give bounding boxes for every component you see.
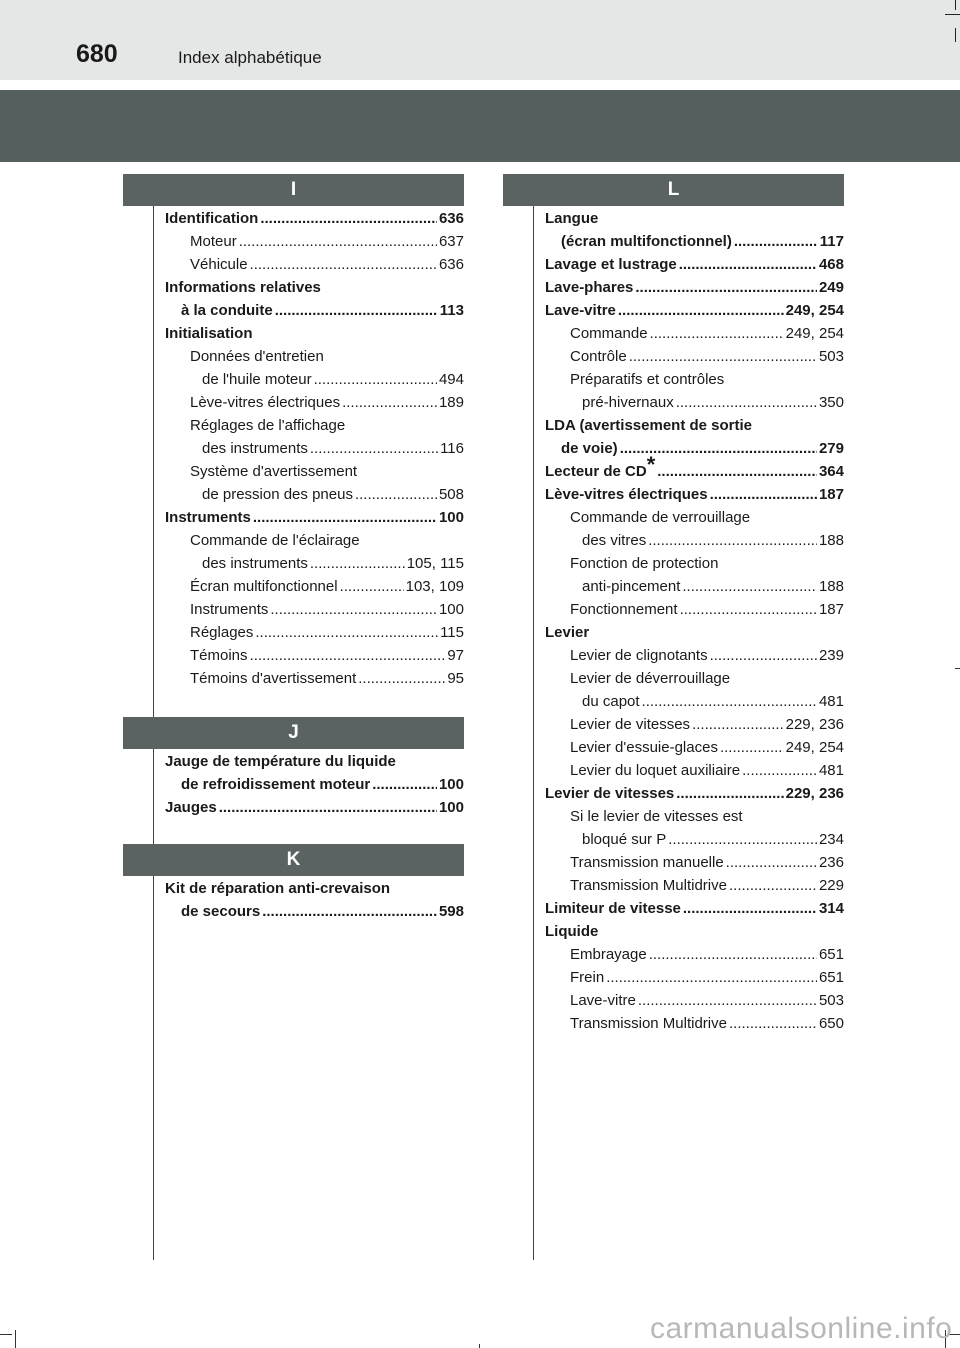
entry-page: 236 [818, 854, 844, 871]
entry-term: Langue [545, 210, 599, 227]
entry-term: Commande de verrouillage [570, 509, 751, 526]
entry-term: Moteur [190, 233, 237, 250]
entry-page: 350 [818, 394, 844, 411]
entry-page: 364 [818, 463, 844, 480]
entry-term: de pression des pneus [202, 486, 353, 503]
leader-dots [638, 989, 817, 1012]
index-entry [165, 207, 464, 230]
index-entry [545, 690, 844, 713]
entry-page: 100 [438, 799, 464, 816]
entry-page: 100 [438, 776, 464, 793]
index-entry [165, 667, 464, 690]
leader-dots [314, 368, 437, 391]
entry-term: Réglages de l'affichage [190, 417, 346, 434]
index-entry [165, 437, 464, 460]
entry-term: Fonction de protection [570, 555, 719, 572]
crop-mark [15, 1330, 16, 1348]
index-entry [545, 667, 844, 690]
entry-page: 494 [438, 371, 464, 388]
column-rule-right [533, 206, 534, 1260]
leader-dots [275, 299, 438, 322]
entry-term: Levier du loquet auxiliaire [570, 762, 741, 779]
index-entry [165, 529, 464, 552]
leader-dots [729, 874, 817, 897]
leader-dots [729, 1012, 817, 1035]
entry-page: 115 [440, 624, 464, 641]
page-title: Index alphabétique [178, 48, 322, 67]
entry-term: Transmission Multidrive [570, 1015, 727, 1032]
entry-term: Lève-vitres électriques [190, 394, 341, 411]
index-entry [545, 437, 844, 460]
index-entry [165, 598, 464, 621]
leader-dots [742, 759, 817, 782]
leader-dots [642, 690, 817, 713]
section-header-I: I [123, 174, 464, 206]
leader-dots [710, 644, 817, 667]
index-entry [165, 506, 464, 529]
entry-page: 508 [438, 486, 464, 503]
index-entry [165, 460, 464, 483]
entry-term: Commande [570, 325, 648, 342]
index-entry [165, 900, 464, 923]
index-entry [545, 276, 844, 299]
entry-term: pré-hivernaux [582, 394, 674, 411]
entry-term: Jauge de température du liquide [165, 753, 396, 770]
entry-term: Contrôle [570, 348, 627, 365]
leader-dots [260, 207, 437, 230]
entry-page: 637 [438, 233, 464, 250]
leader-dots [629, 345, 817, 368]
index-list-K [165, 877, 464, 923]
index-entry [545, 345, 844, 368]
index-entry [545, 989, 844, 1012]
leader-dots [372, 773, 437, 796]
entry-term: Informations relatives [165, 279, 321, 296]
index-entry [165, 230, 464, 253]
entry-page: 105, 115 [406, 555, 464, 572]
index-entry [545, 414, 844, 437]
entry-term: Si le levier de vitesses est [570, 808, 743, 825]
section-header-L: L [503, 174, 844, 206]
crop-mark [955, 28, 956, 42]
index-entry [545, 874, 844, 897]
index-entry [545, 230, 844, 253]
index-entry [165, 575, 464, 598]
entry-page: 651 [818, 969, 844, 986]
index-list-L [545, 207, 844, 1035]
index-entry [545, 552, 844, 575]
leader-dots [606, 966, 817, 989]
leader-dots [239, 230, 437, 253]
index-entry [545, 207, 844, 230]
index-entry [545, 322, 844, 345]
entry-page: 117 [819, 233, 844, 250]
entry-page: 314 [818, 900, 844, 917]
index-entry [165, 253, 464, 276]
index-entry [165, 552, 464, 575]
entry-page: 249, 254 [785, 739, 844, 756]
index-entry [545, 1012, 844, 1035]
leader-dots [680, 598, 817, 621]
leader-dots [648, 529, 817, 552]
entry-page: 97 [447, 647, 464, 664]
leader-dots [250, 644, 446, 667]
entry-term: Véhicule [190, 256, 248, 273]
leader-dots [310, 437, 438, 460]
entry-term: Écran multifonctionnel [190, 578, 338, 595]
entry-term: Commande de l'éclairage [190, 532, 360, 549]
index-entry [165, 483, 464, 506]
index-entry [165, 750, 464, 773]
index-entry [545, 483, 844, 506]
entry-term: Initialisation [165, 325, 253, 342]
leader-dots [262, 900, 437, 923]
entry-term: Données d'entretien [190, 348, 324, 365]
index-entry [545, 253, 844, 276]
entry-page: 249, 254 [785, 325, 844, 342]
leader-dots [342, 391, 437, 414]
crop-mark [955, 0, 956, 10]
crop-mark [945, 14, 960, 15]
entry-term: Instruments [190, 601, 269, 618]
crop-mark [479, 1344, 480, 1348]
index-entry [545, 943, 844, 966]
index-entry [545, 391, 844, 414]
leader-dots [355, 483, 437, 506]
entry-term: Instruments [165, 509, 251, 526]
index-entry [545, 851, 844, 874]
entry-page: 481 [818, 762, 844, 779]
entry-term: bloqué sur P [582, 831, 667, 848]
watermark: carmanualsonline.info [650, 1312, 953, 1345]
index-list-I [165, 207, 464, 690]
leader-dots [692, 713, 784, 736]
entry-page: 651 [818, 946, 844, 963]
entry-term: Système d'avertissement [190, 463, 358, 480]
leader-dots [310, 552, 405, 575]
entry-page: 503 [818, 348, 844, 365]
leader-dots [726, 851, 817, 874]
entry-page: 95 [447, 670, 464, 687]
index-entry [165, 391, 464, 414]
entry-term: des vitres [582, 532, 647, 549]
entry-term: des instruments [202, 440, 308, 457]
entry-term: Levier de déverrouillage [570, 670, 731, 687]
leader-dots [219, 796, 437, 819]
leader-dots [250, 253, 437, 276]
index-entry [545, 506, 844, 529]
index-entry [165, 276, 464, 299]
entry-term: LDA (avertissement de sortie [545, 417, 753, 434]
entry-page: 100 [438, 601, 464, 618]
leader-dots [676, 782, 783, 805]
entry-term: de secours [181, 903, 261, 920]
page-header [0, 0, 960, 80]
entry-term: Levier de vitesses [570, 716, 691, 733]
entry-page: 636 [438, 210, 464, 227]
entry-page: 188 [818, 532, 844, 549]
entry-term: des instruments [202, 555, 308, 572]
index-entry [545, 920, 844, 943]
entry-page: 116 [440, 440, 464, 457]
leader-dots [734, 230, 818, 253]
leader-dots [340, 575, 404, 598]
entry-term: (écran multifonctionnel) [561, 233, 732, 250]
entry-term: du capot [582, 693, 640, 710]
index-entry [165, 644, 464, 667]
header-band [0, 90, 960, 162]
entry-page: 249 [818, 279, 844, 296]
entry-page: 650 [818, 1015, 844, 1032]
entry-page: 598 [438, 903, 464, 920]
index-entry [545, 828, 844, 851]
entry-term: Lecteur de CD* [545, 452, 656, 480]
entry-page: 100 [438, 509, 464, 526]
leader-dots [679, 253, 817, 276]
entry-term: Embrayage [570, 946, 647, 963]
leader-dots [253, 506, 437, 529]
index-entry [545, 759, 844, 782]
leader-dots [720, 736, 784, 759]
index-entry [545, 529, 844, 552]
leader-dots [270, 598, 437, 621]
entry-term: Lave-vitre [570, 992, 636, 1009]
entry-page: 636 [438, 256, 464, 273]
index-entry [545, 452, 844, 483]
entry-page: 468 [818, 256, 844, 273]
entry-term: de l'huile moteur [202, 371, 312, 388]
index-entry [165, 299, 464, 322]
entry-term: Réglages [190, 624, 254, 641]
entry-page: 503 [818, 992, 844, 1009]
leader-dots [657, 460, 817, 483]
entry-page: 239 [818, 647, 844, 664]
index-entry [545, 713, 844, 736]
index-entry [545, 782, 844, 805]
entry-term: à la conduite [181, 302, 273, 319]
entry-page: 234 [818, 831, 844, 848]
entry-page: 229, 236 [785, 716, 844, 733]
leader-dots [676, 391, 817, 414]
entry-term: Fonctionnement [570, 601, 678, 618]
entry-page: 187 [818, 486, 844, 503]
entry-term: Lave-phares [545, 279, 634, 296]
entry-page: 113 [439, 302, 464, 319]
entry-page: 189 [438, 394, 464, 411]
entry-term: Transmission manuelle [570, 854, 724, 871]
entry-term: Lève-vitres électriques [545, 486, 708, 503]
index-entry [545, 966, 844, 989]
entry-term: Frein [570, 969, 605, 986]
index-entry [165, 345, 464, 368]
entry-term: Transmission Multidrive [570, 877, 727, 894]
leader-dots [635, 276, 817, 299]
entry-term: Identification [165, 210, 259, 227]
leader-dots [358, 667, 445, 690]
entry-term: Kit de réparation anti-crevaison [165, 880, 391, 897]
crop-mark [0, 1334, 12, 1335]
entry-term: Levier de vitesses [545, 785, 675, 802]
footnote-star: * [646, 452, 656, 477]
index-entry [165, 368, 464, 391]
leader-dots [255, 621, 438, 644]
entry-term: Jauges [165, 799, 217, 816]
entry-term: Limiteur de vitesse [545, 900, 681, 917]
entry-page: 249, 254 [785, 302, 844, 319]
entry-page: 481 [818, 693, 844, 710]
index-entry [545, 621, 844, 644]
index-entry [165, 796, 464, 819]
leader-dots [618, 299, 784, 322]
index-entry [545, 598, 844, 621]
entry-term: Levier d'essuie-glaces [570, 739, 718, 756]
index-entry [165, 773, 464, 796]
entry-page: 187 [818, 601, 844, 618]
index-entry [545, 368, 844, 391]
index-entry [545, 736, 844, 759]
index-list-J [165, 750, 464, 819]
entry-term: de refroidissement moteur [181, 776, 371, 793]
entry-term: Préparatifs et contrôles [570, 371, 725, 388]
page-number: 680 [76, 40, 118, 68]
entry-term: Levier de clignotants [570, 647, 708, 664]
entry-term: Levier [545, 624, 590, 641]
leader-dots [682, 575, 817, 598]
entry-term: Lavage et lustrage [545, 256, 677, 273]
leader-dots [710, 483, 817, 506]
entry-term: anti-pincement [582, 578, 681, 595]
entry-page: 279 [818, 440, 844, 457]
index-entry [545, 897, 844, 920]
index-entry [545, 805, 844, 828]
entry-page: 103, 109 [405, 578, 464, 595]
section-header-J: J [123, 717, 464, 749]
leader-dots [668, 828, 817, 851]
index-entry [545, 575, 844, 598]
entry-page: 229, 236 [785, 785, 844, 802]
entry-term: Témoins d'avertissement [190, 670, 357, 687]
entry-term: Témoins [190, 647, 248, 664]
index-entry [165, 322, 464, 345]
entry-page: 188 [818, 578, 844, 595]
entry-term: Liquide [545, 923, 599, 940]
index-entry [165, 621, 464, 644]
index-entry [165, 414, 464, 437]
section-header-K: K [123, 844, 464, 876]
crop-mark [955, 668, 960, 669]
index-entry [165, 877, 464, 900]
leader-dots [650, 322, 784, 345]
entry-term: de voie) [561, 440, 618, 457]
leader-dots [683, 897, 817, 920]
entry-page: 229 [818, 877, 844, 894]
leader-dots [649, 943, 817, 966]
entry-term: Lave-vitre [545, 302, 616, 319]
index-entry [545, 644, 844, 667]
index-entry [545, 299, 844, 322]
